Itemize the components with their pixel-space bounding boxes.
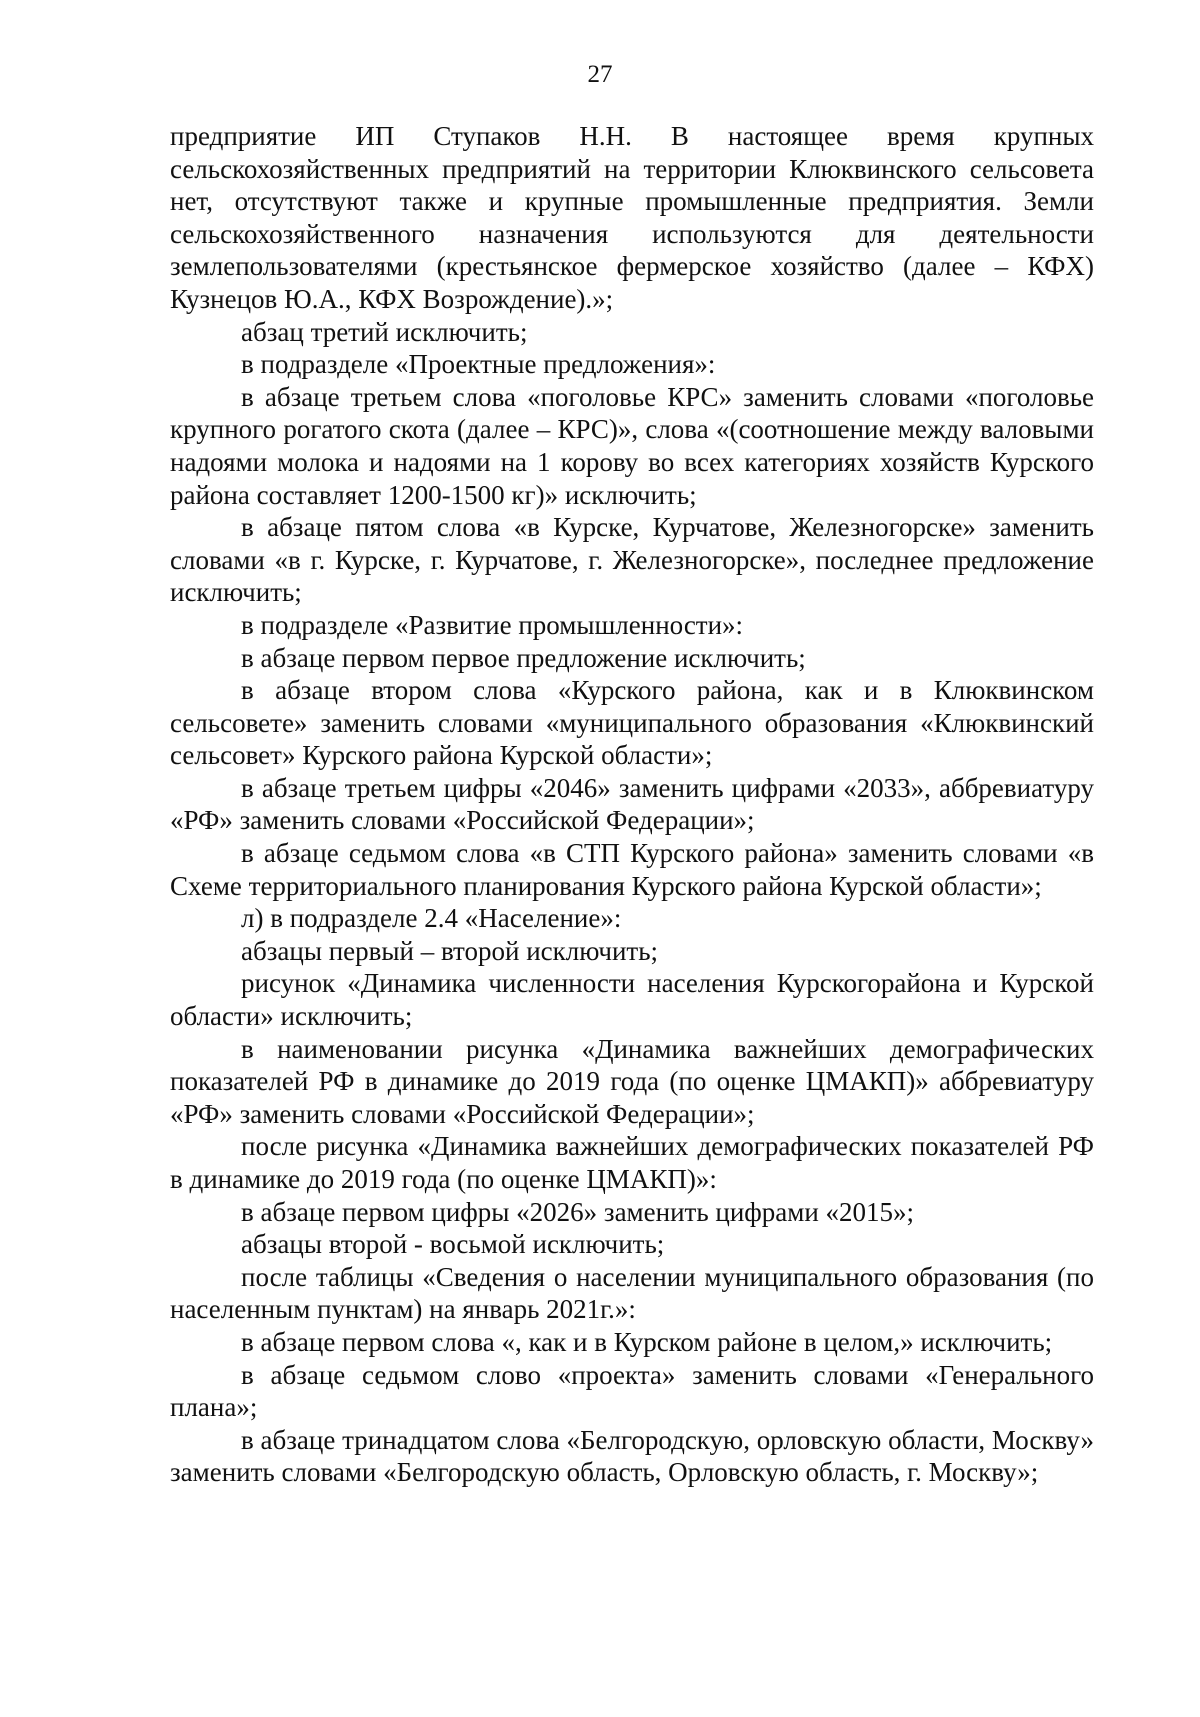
paragraph: в абзаце седьмом слово «проекта» заменить словами «Генерального плана»; bbox=[170, 1359, 1094, 1423]
page-number: 27 bbox=[587, 61, 613, 88]
paragraph: в подразделе «Развитие промышленности»: bbox=[241, 609, 744, 640]
paragraph: в абзаце третьем цифры «2046» заменить цифрами «2033», аббревиатуру «РФ» заменить словами «Российской Федерации»; bbox=[170, 772, 1094, 836]
paragraph: в абзаце тринадцатом слова «Белгородскую, орловскую области, Москву» заменить словами «Белгородскую область, Орловскую область, г. Москву»; bbox=[170, 1424, 1094, 1488]
paragraph: абзацы второй - восьмой исключить; bbox=[241, 1229, 665, 1260]
paragraph: абзац третий исключить; bbox=[241, 316, 528, 347]
paragraph: в подразделе «Проектные предложения»: bbox=[241, 349, 716, 380]
paragraph: абзацы первый – второй исключить; bbox=[241, 935, 659, 966]
document-body bbox=[170, 120, 1094, 1489]
paragraph: после таблицы «Сведения о населении муниципального образования (по населенным пунктам) на январь 2021г.»: bbox=[170, 1261, 1094, 1325]
paragraph: в абзаце пятом слова «в Курске, Курчатове, Железногорске» заменить словами «в г. Курске, г. Курчатове, г. Железногорске», последнее предложение исключить; bbox=[170, 512, 1094, 608]
paragraph: в абзаце первом первое предложение исключить; bbox=[241, 642, 806, 673]
paragraph: рисунок «Динамика численности населения Курскогорайона и Курской области» исключить; bbox=[170, 968, 1094, 1032]
paragraph: л) в подразделе 2.4 «Население»: bbox=[241, 903, 622, 934]
paragraph: в абзаце первом цифры «2026» заменить цифрами «2015»; bbox=[241, 1196, 915, 1227]
paragraph: предприятие ИП Ступаков Н.Н. В настоящее время крупных сельскохозяйственных предприятий на территории Клюквинского сельсовета нет, отсутствуют также и крупные промышленные предприятия. Земли сельскохозяйственного назначения используются для деятельности землепользователями (крестьянское фермерское хозяйство (далее – КФХ) Кузнецов Ю.А., КФХ Возрождение).»; bbox=[170, 121, 1094, 314]
paragraph: в абзаце седьмом слова «в СТП Курского района» заменить словами «в Схеме территориального планирования Курского района Курской области»; bbox=[170, 838, 1094, 901]
paragraph: после рисунка «Динамика важнейших демографических показателей РФ в динамике до 2019 года (по оценке ЦМАКП)»: bbox=[170, 1131, 1094, 1194]
paragraph: в наименовании рисунка «Динамика важнейших демографических показателей РФ в динамике до 2019 года (по оценке ЦМАКП)» аббревиатуру «РФ» заменить словами «Российской Федерации»; bbox=[170, 1033, 1094, 1129]
paragraph: в абзаце втором слова «Курского района, как и в Клюквинском сельсовете» заменить словами «муниципального образования «Клюквинский сельсовет» Курского района Курской области»; bbox=[170, 675, 1094, 771]
paragraph: в абзаце третьем слова «поголовье КРС» заменить словами «поголовье крупного рогатого скота (далее – КРС)», слова «(соотношение между валовыми надоями молока и надоями на 1 корову во всех категориях хозяйств Курского района составляет 1200-1500 кг)» исключить; bbox=[170, 381, 1094, 510]
paragraph: в абзаце первом слова «, как и в Курском районе в целом,» исключить; bbox=[241, 1326, 1053, 1357]
